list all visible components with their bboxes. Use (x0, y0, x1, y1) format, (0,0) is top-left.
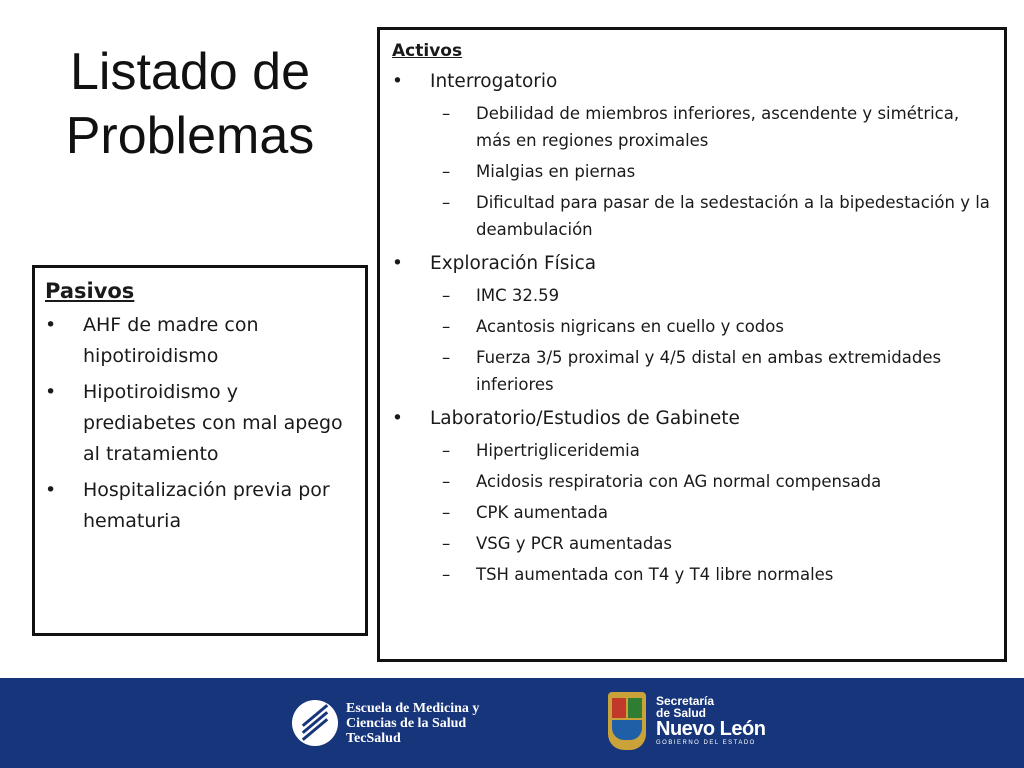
pasivos-box (32, 265, 368, 636)
list-item: – TSH aumentada con T4 y T4 libre normales (442, 565, 834, 584)
section-interrogatorio: • Interrogatorio – Debilidad de miembros inferiores, ascendente y simétrica, más en regiones proximales – Mialgias en piernas – Dificultad para pasar de la sedestación a la bipedestación y la deambulación (392, 68, 992, 243)
list-item: – VSG y PCR aumentadas (442, 534, 672, 553)
list-item: • Hipotiroidismo y prediabetes con mal apego al tratamiento (45, 381, 343, 465)
footer-bar (0, 678, 1024, 768)
activos-list (392, 68, 992, 588)
section-laboratorio: • Laboratorio/Estudios de Gabinete – Hipertrigliceridemia – Acidosis respiratoria con AG normal compensada – CPK aumentada – VSG y PCR aumentadas – TSH aumentada con T4 y T4 libre normales (392, 405, 992, 588)
pasivos-header: Pasivos (45, 279, 135, 303)
list-item: – Mialgias en piernas (442, 162, 636, 181)
list-item: – IMC 32.59 (442, 286, 560, 305)
page-title: Listado de Problemas (65, 43, 315, 165)
section-label: Exploración Física (430, 253, 597, 274)
tecsalud-emblem-icon (292, 700, 338, 746)
list-item: – Acidosis respiratoria con AG normal compensada (442, 472, 882, 491)
activos-header: Activos (392, 41, 463, 61)
list-item: – Hipertrigliceridemia (442, 441, 640, 460)
pasivos-list (45, 310, 355, 537)
tecsalud-logo: Escuela de Medicina y Ciencias de la Salud TecSalud (292, 700, 479, 746)
section-exploracion: • Exploración Física – IMC 32.59 – Acantosis nigricans en cuello y codos – Fuerza 3/5 proximal y 4/5 distal en ambas extremidades inferiores (392, 250, 992, 398)
list-item: – Acantosis nigricans en cuello y codos (442, 317, 784, 336)
list-item: • Hospitalización previa por hematuria (45, 479, 330, 532)
list-item: – Debilidad de miembros inferiores, ascendente y simétrica, más en regiones proximales (442, 104, 960, 150)
list-item: – CPK aumentada (442, 503, 608, 522)
list-item: – Dificultad para pasar de la sedestación a la bipedestación y la deambulación (442, 193, 990, 239)
secretaria-salud-logo: Secretaría de Salud Nuevo León GOBIERNO DEL ESTADO (608, 692, 765, 750)
section-label: Interrogatorio (430, 71, 558, 92)
activos-box (377, 27, 1007, 662)
section-label: Laboratorio/Estudios de Gabinete (430, 408, 740, 429)
list-item: – Fuerza 3/5 proximal y 4/5 distal en ambas extremidades inferiores (442, 348, 942, 394)
coat-of-arms-icon (608, 692, 646, 750)
list-item: • AHF de madre con hipotiroidismo (45, 314, 259, 367)
